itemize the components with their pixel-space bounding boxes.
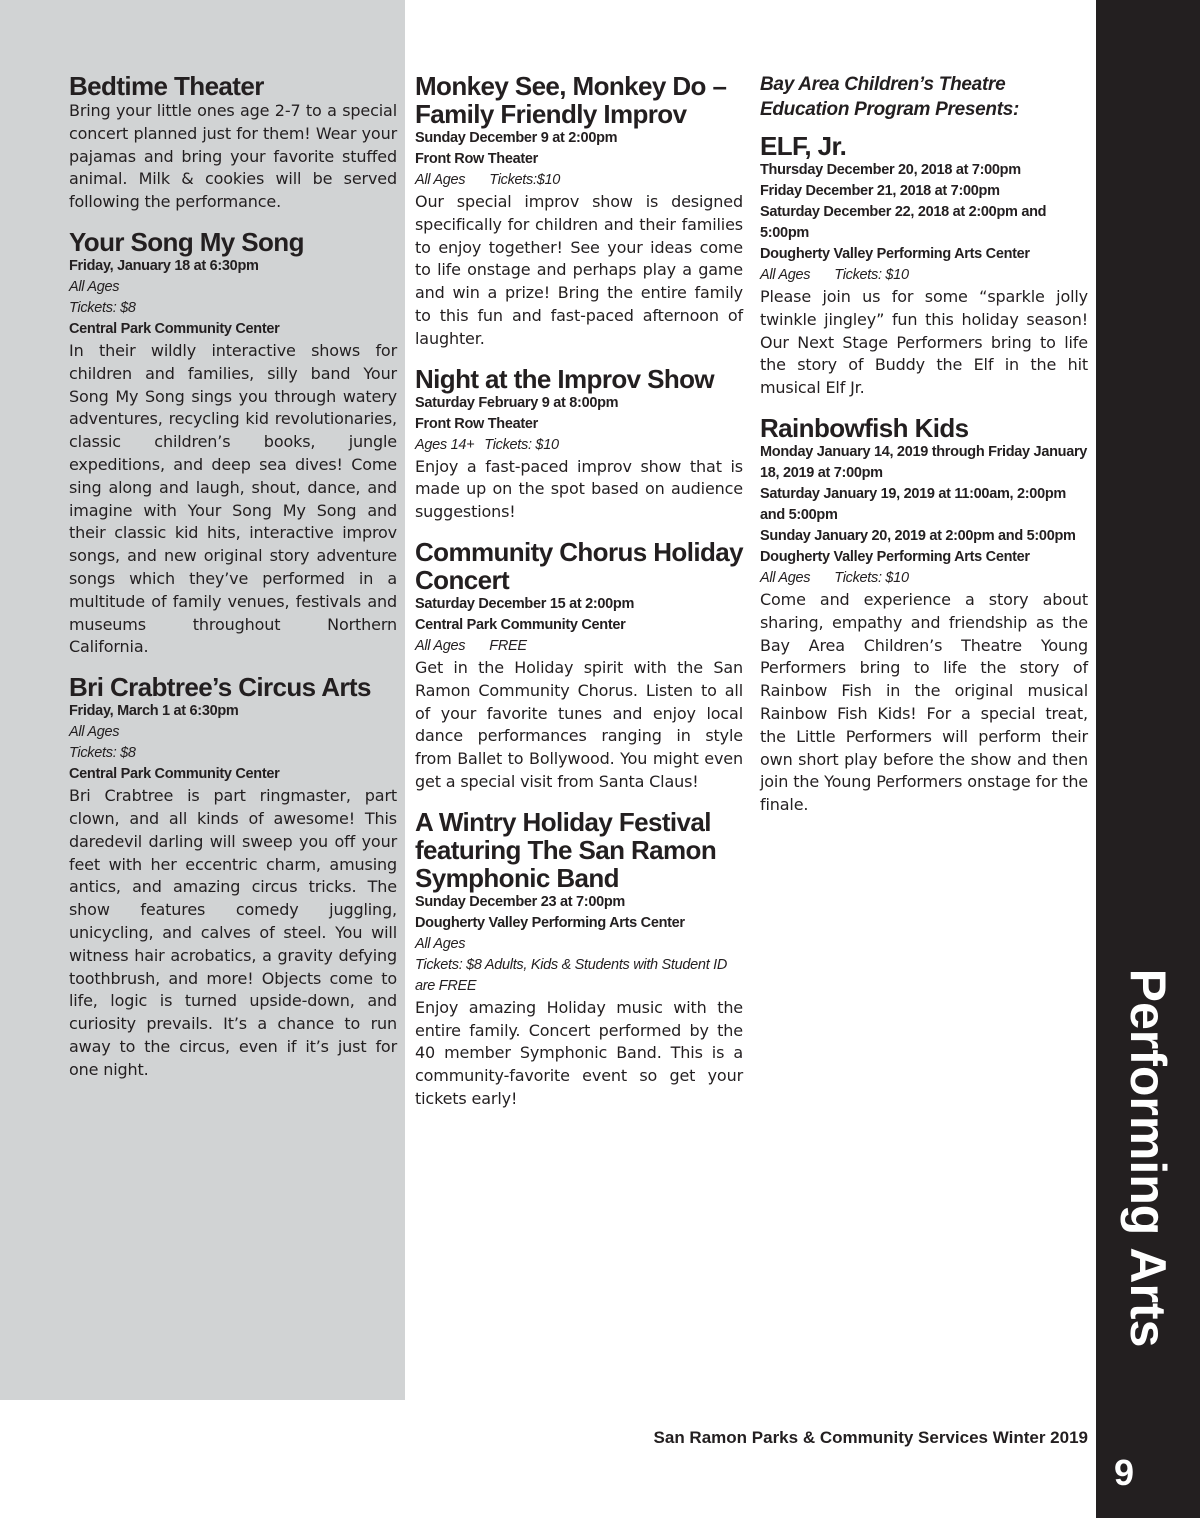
event-tickets: Tickets: $8 Adults, Kids & Students with Student ID are FREE (415, 956, 728, 994)
event-description: Come and experience a story about sharing, empathy and friendship as the Bay Area Children’s Theatre Young Performers bring to life the story of Rainbow Fish in the original musical Rainbow Fish Kids! For a special treat, the Little Performers will perform their own short play before the show and then join the Young Performers onstage for the finale. (760, 589, 1088, 815)
event-description: Enjoy a fast-paced improv show that is made up on the spot based on audience suggestions! (415, 456, 743, 522)
event-date: Friday, January 18 at 6:30pm (69, 257, 259, 274)
event-date: Saturday December 15 at 2:00pm (415, 595, 635, 612)
event-date: Sunday December 23 at 7:00pm (415, 893, 625, 910)
event-venue: Front Row Theater (415, 415, 538, 432)
event-venue: Central Park Community Center (415, 616, 626, 633)
event-description: Get in the Holiday spirit with the San Ramon Community Chorus. Listen to all of your favorite tunes and enjoy local dance performances ranging in style from Ballet to Bollywood. You might even get a special visit from Santa Claus! (415, 657, 743, 791)
event-date: Monday January 14, 2019 through Friday January 18, 2019 at 7:00pm (760, 443, 1088, 481)
event-venue: Dougherty Valley Performing Arts Center (760, 548, 1030, 565)
page-footer: San Ramon Parks & Community Services Winter 2019 (653, 1428, 1088, 1447)
program-intro: Bay Area Children’s Theatre Education Program Presents: (760, 74, 1020, 120)
event-date: Sunday December 9 at 2:00pm (415, 130, 618, 146)
event-venue: Dougherty Valley Performing Arts Center (415, 914, 685, 931)
page-number: 9 (1113, 1452, 1135, 1493)
event-title: Bri Crabtree’s Circus Arts (69, 672, 371, 703)
event-monkey-see-monkey-do (415, 72, 743, 351)
event-tickets: Tickets:$10 (489, 172, 560, 188)
event-night-at-the-improv (415, 365, 743, 524)
event-title: Community Chorus Holiday Concert (415, 536, 743, 595)
event-tickets: FREE (489, 637, 527, 654)
event-ages-tickets (760, 265, 1088, 286)
event-community-chorus (415, 538, 743, 794)
event-venue: Front Row Theater (415, 151, 538, 167)
event-date: Saturday December 22, 2018 at 2:00pm and 5:00pm (760, 204, 1047, 241)
event-description: Bring your little ones age 2-7 to a special concert planned just for them! Wear your pajamas and bring your favorite stuffed animal. Milk & cookies will be served following the performance. (69, 101, 397, 212)
event-title: Bedtime Theater (69, 71, 264, 101)
event-title: A Wintry Holiday Festival featuring The San Ramon Symphonic Band (415, 806, 717, 893)
event-date: Saturday January 19, 2019 at 11:00am, 2:00pm and 5:00pm (760, 485, 1066, 523)
event-rainbowfish-kids (760, 414, 1088, 817)
event-wintry-holiday-festival (415, 808, 743, 1111)
event-ages: All Ages (415, 935, 466, 952)
event-date: Sunday January 20, 2019 at 2:00pm and 5:00pm (760, 527, 1076, 544)
event-title: Night at the Improv Show (415, 363, 715, 394)
event-bri-crabtree-circus (69, 673, 397, 1081)
event-title: Rainbowfish Kids (760, 412, 969, 443)
event-description: In their wildly interactive shows for children and families, silly band Your Song My Song sings you through watery adventures, recycling kid revolutionaries, classic children’s books, jungle expeditions, and deep sea dives! Come sing along and laugh, shout, dance, and imagine with Your Song My Song and their classic kid hits, interactive improv songs, and new original story adventure songs which they’ve performed in a multitude of family venues, festivals and museums throughout Northern California. (69, 340, 397, 657)
event-venue: Dougherty Valley Performing Arts Center (760, 246, 1030, 262)
event-ages: All Ages (415, 637, 466, 654)
event-description: Enjoy amazing Holiday music with the entire family. Concert performed by the 40 member Symphonic Band. This is a community-favorite event so get your tickets early! (415, 997, 743, 1108)
event-bedtime-theater (69, 72, 397, 214)
event-tickets: Tickets: $10 (834, 267, 909, 283)
column-left (69, 72, 397, 1096)
event-tickets: Tickets: $10 (834, 569, 909, 586)
column-right (760, 72, 1088, 831)
event-tickets: Tickets: $10 (484, 436, 559, 453)
event-elf-jr (760, 132, 1088, 400)
event-venue: Central Park Community Center (69, 766, 280, 783)
event-ages: All Ages (69, 724, 120, 741)
event-date: Thursday December 20, 2018 at 7:00pm (760, 162, 1021, 178)
event-ages: All Ages (69, 278, 120, 295)
event-date: Friday, March 1 at 6:30pm (69, 703, 239, 720)
event-venue: Central Park Community Center (69, 320, 280, 337)
column-middle (415, 72, 743, 1125)
event-description: Bri Crabtree is part ringmaster, part clown, and all kinds of awesome! This daredevil darling will sweep you off your feet with her eccentric charm, amusing antics, and amazing circus tricks. The show features comedy juggling, unicycling, and calves of steel. You will witness hair acrobatics, a gravity defying toothbrush, and more! Objects come to life, logic is turned upside-down, and curiosity prevails. It’s a chance to run away to the circus, even if it’s just for one night. (69, 786, 397, 1079)
event-date: Saturday February 9 at 8:00pm (415, 394, 619, 411)
event-ages-tickets (760, 568, 1088, 589)
event-your-song-my-song (69, 228, 397, 659)
event-title: Your Song My Song (69, 226, 304, 257)
event-ages: Ages 14+ (415, 436, 475, 453)
event-title: ELF, Jr. (760, 131, 847, 161)
section-title: Performing Arts (1120, 968, 1176, 1348)
event-ages-tickets (415, 170, 743, 191)
event-tickets: Tickets: $8 (69, 745, 136, 762)
event-ages-tickets (415, 435, 743, 456)
event-date: Friday December 21, 2018 at 7:00pm (760, 183, 1000, 199)
event-description: Our special improv show is designed specifically for children and their families to enjoy together! See your ideas come to life onstage and perhaps play a game and win a prize! Bring the entire family to this fun and fast-paced afternoon of laughter. (415, 192, 743, 348)
event-description: Please join us for some “sparkle jolly twinkle jingley” fun this holiday season! Our Next Stage Performers bring to life the story of Buddy the Elf in the hit musical Elf Jr. (760, 287, 1088, 398)
event-ages-tickets (415, 636, 743, 657)
event-ages: All Ages (760, 569, 811, 586)
event-ages: All Ages (415, 172, 466, 188)
event-ages: All Ages (760, 267, 811, 283)
event-title: Monkey See, Monkey Do – Family Friendly Improv (415, 71, 727, 129)
event-tickets: Tickets: $8 (69, 299, 136, 316)
